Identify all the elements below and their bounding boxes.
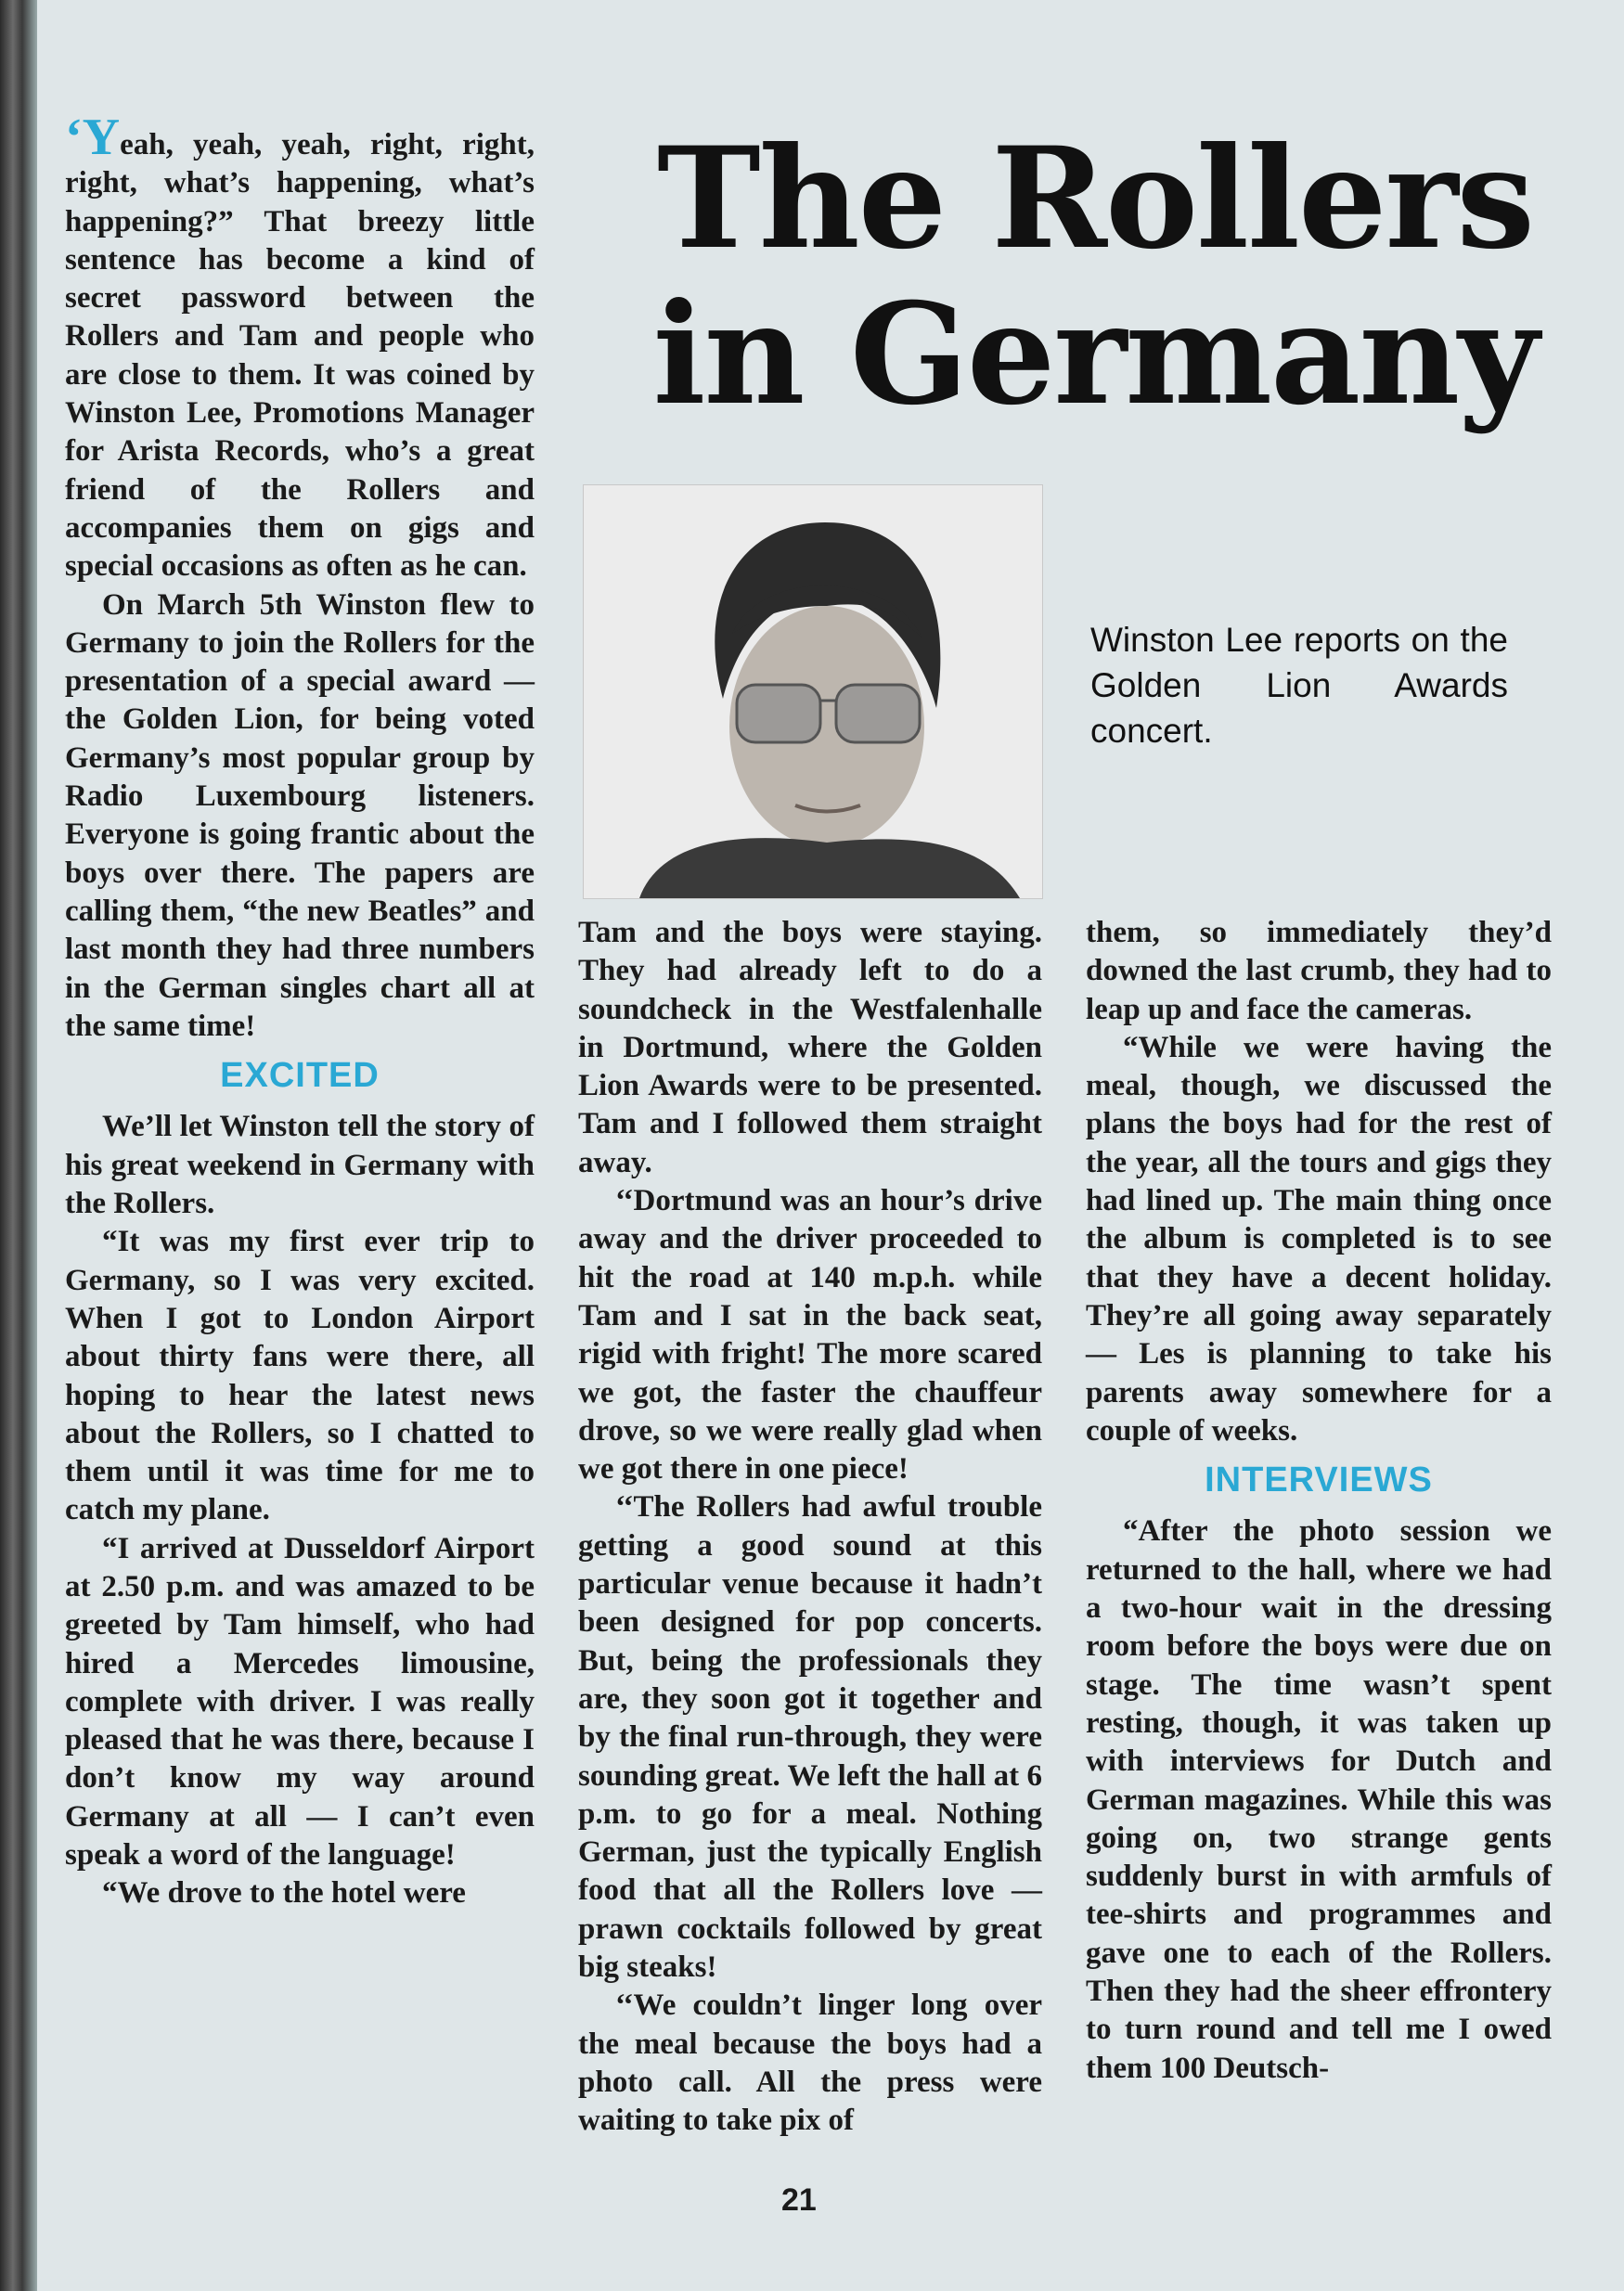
article-column-3 [1086, 914, 1552, 2088]
drop-cap: ‘Y [65, 109, 121, 166]
paragraph: We’ll let Winston tell the story of his great weekend in Germany with the Rollers. [65, 1110, 535, 1221]
paragraph: ‘‘We couldn’t linger long over the meal because the boys had a photo call. All the press were waiting to take pix of [578, 1989, 1042, 2138]
title-line-1: The Rollers [657, 117, 1533, 280]
subhead-interviews: INTERVIEWS [1205, 1461, 1433, 1500]
paragraph: “While we were having the meal, though, we discussed the plans the boys had for the rest of the year, all the tours and gigs they had lined up. The main thing once the album is completed is to see that they have a decent holiday. They’re all going away separately — Les is planning to take his parents away somewhere for a couple of weeks. [1086, 1030, 1552, 1448]
portrait-photo [583, 484, 1043, 899]
article-title [594, 117, 1596, 436]
article-column-2 [578, 914, 1042, 2141]
paragraph: “I arrived at Dusseldorf Airport at 2.50 p.m. and was amazed to be greeted by Tam himself, who had hired a Mercedes limousine, complete with driver. I was really pleased that he was there, because I don’t know my way around Germany at all — I can’t even speak a word of the language! [65, 1531, 535, 1873]
paragraph: Tam and the boys were staying. They had already left to do a soundcheck in the Westfalenhalle in Dortmund, where the Golden Lion Awards were to be presented. Tam and I followed them straight away. [578, 916, 1042, 1179]
portrait-illustration [584, 485, 1042, 898]
paragraph: ‘Yeah, yeah, yeah, right, right, right, what’s happening, what’s happening?” That breezy little sentence has become a kind of secret password between the Rollers and Tam and people who are close to them. It was coined by Winston Lee, Promotions Manager for Arista Records, who’s a great friend of the Rollers and accompanies them on gigs and special occasions as often as he can. [65, 109, 535, 584]
paragraph: them, so immediately they’d downed the last crumb, they had to leap up and face the cameras. [1086, 916, 1552, 1026]
article-column-1 [65, 109, 535, 1913]
page-number: 21 [781, 2182, 817, 2218]
page-binding-edge [0, 0, 37, 2291]
paragraph: “After the photo session we returned to the hall, where we had a two-hour wait in the dressing room before the boys were due on stage. The time wasn’t spent resting, though, it was taken up with interviews for Dutch and German magazines. While this was going on, two strange gents suddenly burst in with armfuls of tee-shirts and programmes and gave one to each of the Rollers. Then they had the sheer effrontery to turn round and tell me I owed them 100 Deutsch- [1086, 1514, 1552, 2085]
paragraph: On March 5th Winston flew to Germany to join the Rollers for the presentation of a special award — the Golden Lion, for being voted Germany’s most popular group by Radio Luxembourg listeners. Everyone is going frantic about the boys over there. The papers are calling them, “the new Beatles” and last month they had three numbers in the German singles chart all at the same time! [65, 587, 535, 1043]
subhead-excited: EXCITED [220, 1056, 380, 1096]
paragraph: ‘‘The Rollers had awful trouble getting a good sound at this particular venue because it hadn’t been designed for pop concerts. But, being the professionals they are, they soon got it together and by the final run-through, they were sounding great. We left the hall at 6 p.m. to go for a meal. Nothing German, just the typically English food that all the Rollers love — prawn cocktails followed by great big steaks! [578, 1490, 1042, 1985]
title-line-2: in Germany [652, 273, 1538, 436]
intro-blurb: Winston Lee reports on the Golden Lion Awards concert. [1090, 621, 1508, 750]
paragraph: “It was my first ever trip to Germany, so I was very excited. When I got to London Airport about thirty fans were there, all hoping to hear the latest news about the Rollers, so I chatted to them until it was time for me to catch my plane. [65, 1225, 535, 1527]
paragraph: “We drove to the hotel were [102, 1876, 466, 1911]
paragraph: ‘‘Dortmund was an hour’s drive away and the driver proceeded to hit the road at 140 m.p.h. while Tam and I sat in the back seat, rigid with fright! The more scared we got, the faster the chauffeur drove, so we were really glad when we got there in one piece! [578, 1184, 1042, 1487]
